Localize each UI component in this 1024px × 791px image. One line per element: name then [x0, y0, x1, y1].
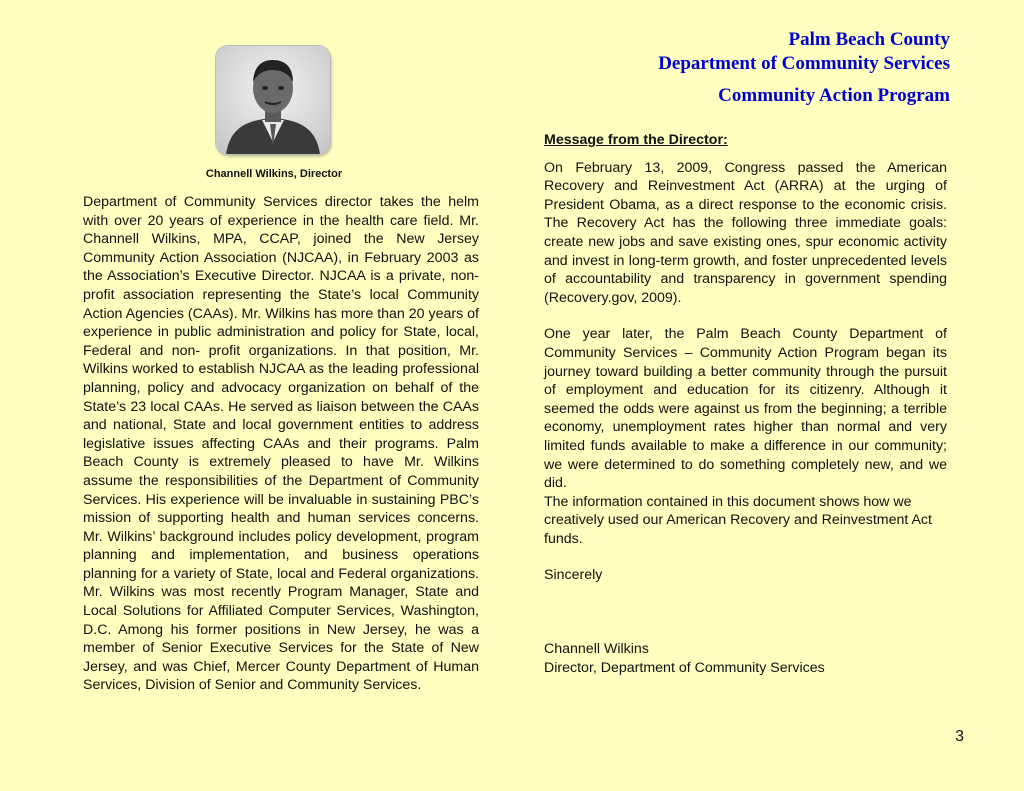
header-county: Palm Beach County	[788, 29, 950, 50]
portrait-image	[216, 46, 330, 154]
message-paragraph-1: On February 13, 2009, Congress passed the American Recovery and Reinvestment Act (ARRA) at the urging of President Obama, as a direct response to the economic crisis. The Recovery Act has the following three immediate goals: create new jobs and save existing ones, spur economic activity and invest in long-term growth, and foster unprecedented levels of accountability and transparency in government spending (Recovery.gov, 2009).	[544, 159, 947, 306]
message-paragraph-2: One year later, the Palm Beach County Department of Community Services – Community Action Program began its journey toward building a better community through the pursuit of employment and education for its citizenry. Although it seemed the odds were against us from the beginning; a terrible economy, unemployment rates higher than normal and very limited funds available to make a difference in our community; we were determined to do something completely new, and we did.	[544, 326, 947, 492]
message-column	[544, 131, 947, 677]
message-paragraph-3: The information contained in this document shows how we creatively used our American Recovery and Reinvestment Act funds.	[544, 493, 932, 547]
director-photo	[216, 46, 330, 154]
page-number: 3	[955, 728, 964, 745]
header-department: Department of Community Services	[658, 53, 950, 74]
photo-caption: Channell Wilkins, Director	[205, 168, 343, 180]
signer-name: Channell Wilkins	[544, 641, 649, 658]
header-program: Community Action Program	[718, 85, 950, 106]
message-closing: Sincerely	[544, 567, 603, 584]
bio-column	[83, 193, 479, 695]
signer-title: Director, Department of Community Services	[544, 659, 825, 676]
bio-text: Department of Community Services director takes the helm with over 20 years of experience in the health care field. Mr. Channell Wilkins, MPA, CCAP, joined the New Jersey Community Action Association (NJCAA), in February 2003 as the Association’s Executive Director. NJCAA is a private, non-profit association representing the State’s local Community Action Agencies (CAAs). Mr. Wilkins has more than 20 years of experience in public administration and policy for State, local, Federal and non- profit organizations. In that position, Mr. Wilkins worked to establish NJCAA as the leading professional planning, policy and advocacy organization on behalf of the State’s 23 local CAAs. He served as liaison between the CAAs and national, State and local government entities to address legislative issues affecting CAAs and their programs. Palm Beach County is extremely pleased to have Mr. Wilkins assume the responsibilities of the Department of Community Services. His experience will be invaluable in sustaining PBC’s mission of supporting health and human services concerns. Mr. Wilkins’ background includes policy development, program planning and implementation, and business operations planning for a variety of State, local and Federal organizations. Mr. Wilkins was most recently Program Manager, State and Local Solutions for Affiliated Computer Services, Washington, D.C. Among his former positions in New Jersey, he was a member of Senior Executive Services for the State of New Jersey, and was Chief, Mercer County Department of Human Services, Division of Senior and Community Services.	[83, 194, 479, 694]
message-title: Message from the Director:	[544, 132, 728, 148]
page-header	[450, 28, 950, 108]
